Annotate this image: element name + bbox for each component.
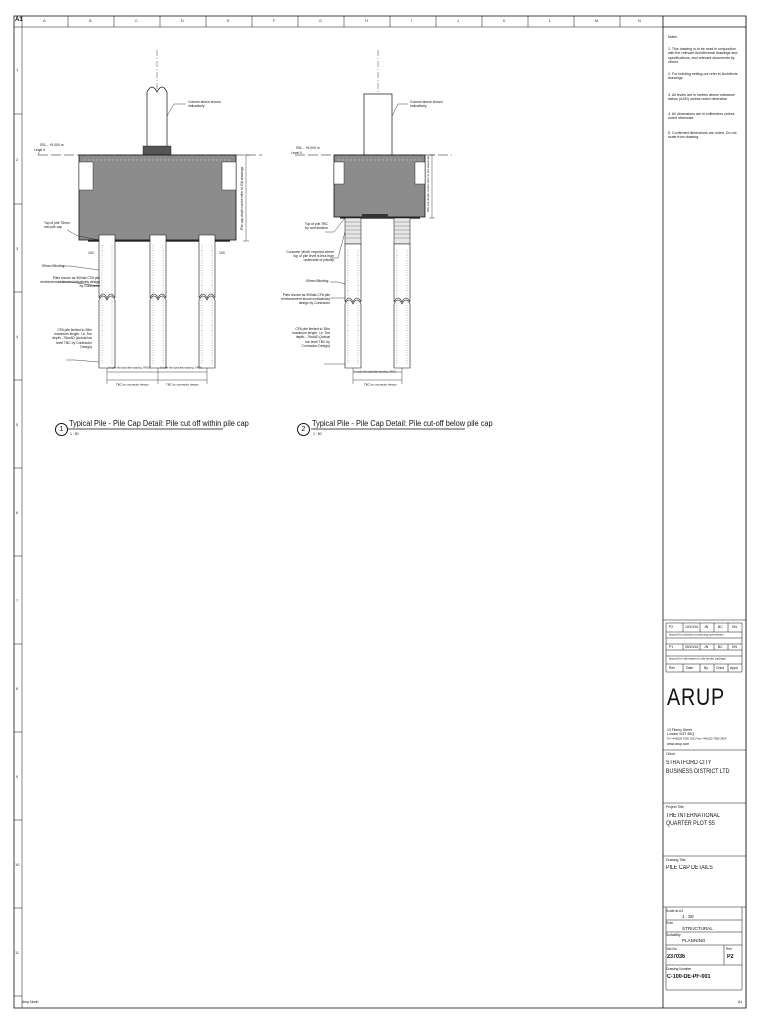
rev-row-1-by: JN: [704, 625, 709, 629]
detail-2-pile-cap: [334, 155, 425, 217]
rev-row-2-rev: P1: [669, 645, 674, 649]
job-number: 237036: [667, 954, 686, 960]
drawing-title-label: Drawing Title: [666, 858, 686, 862]
note-2: 2. For building setting-out refer to Architects drawings.: [668, 72, 738, 81]
col-label-b: B: [89, 18, 92, 23]
note-3: 3. All levels are in metres above ordnance datum (AOD) unless noted otherwise.: [668, 93, 735, 102]
note-1: 1. This drawing is to be read in conjunction with the relevant Architectural drawings and specifications, and relevant documents by others.: [668, 47, 738, 65]
client-label: Client: [666, 752, 675, 756]
col-label-c: C: [135, 18, 138, 23]
rev-row-2-appd: DN: [732, 645, 737, 649]
arup-logo: ARUP: [667, 684, 725, 711]
detail-2-column-label: Column above shown indicatively: [410, 100, 443, 109]
detail-2-level-value: SSL - +5.000 m: [296, 146, 320, 150]
detail-1-depth-label: Pile cap depth varies refer to GA drawings: [240, 166, 244, 230]
drawing-number: C-100-DE-PF-001: [667, 974, 711, 980]
detail-1-pile-label: Piles shown as 900dia CFA pile reinforcement shown indicatively design by Contractor: [40, 276, 100, 289]
project-label: Project Title: [666, 805, 684, 809]
detail-2-column: [364, 94, 392, 156]
role-label: Role: [666, 921, 673, 925]
row-label-2: 2: [16, 157, 19, 162]
detail-2-title: Typical Pile - Pile Cap Detail: Pile cut-off below pile cap: [312, 418, 493, 428]
col-label-f: F: [273, 18, 276, 23]
footer-left: Arup North: [22, 1000, 39, 1004]
office-address: 13 Fitzroy Street London W1T 4BQ: [667, 728, 695, 737]
detail-2-concrete-label: Concrete 'plinth' required where top of pile level is less than underside of pilecap: [286, 250, 334, 263]
rev-row-2-desc: Issued for information to pile tender package: [669, 657, 726, 661]
col-label-a: A: [43, 18, 46, 23]
col-label-g: G: [319, 18, 323, 23]
detail-2-level-name: Level 0: [291, 151, 302, 155]
project-title: THE INTERNATIONAL QUARTER PLOT S5: [666, 813, 720, 827]
rev-row-1-chkd: BC: [718, 625, 723, 629]
rev-row-2-chkd: BC: [718, 645, 723, 649]
col-label-n: N: [638, 18, 641, 23]
detail-1-scale: 1 : 50: [70, 432, 79, 436]
note-5: 5. Confirmed dimensions are noted. Do not scale from drawing.: [668, 131, 737, 140]
detail-1-column: [147, 87, 167, 148]
notes-heading: Notes: [668, 35, 677, 39]
detail-2-tbc: TBC by contractor design: [364, 383, 397, 387]
role-value: STRUCTURAL: [682, 926, 713, 931]
detail-1-spacing-b: 3 x pile dia (typically spacing, UNO): [160, 366, 202, 370]
status-label: Suitability: [666, 933, 681, 937]
detail-1-spacing-a: 3 x pile dia (typically spacing, UNO): [108, 366, 150, 370]
col-label-m: M: [595, 18, 599, 23]
drawing-number-label: Drawing Number: [666, 967, 692, 971]
scale-value: 1 : 50: [682, 914, 694, 919]
rev-header-by: By: [704, 666, 708, 670]
col-label-d: D: [181, 18, 184, 23]
rev-header-appd: Appd: [730, 666, 738, 670]
sheet-size-tag: A1: [15, 17, 23, 23]
rev-row-2-date: 05/10/16: [685, 645, 699, 649]
detail-2-piles: [345, 244, 410, 368]
detail-1-drawing: [38, 50, 262, 429]
row-label-8: 8: [16, 686, 19, 691]
rev-row-1-desc: Issued for inclusion in planning submission: [669, 633, 724, 637]
detail-2-scale: 1 : 50: [313, 432, 322, 436]
col-label-j: J: [457, 18, 459, 23]
rev-header-rev: Rev: [669, 666, 676, 670]
rev-value: P2: [727, 954, 734, 960]
office-web: www.arup.com: [667, 742, 690, 746]
detail-1-tbc-b: TBC by contractor design: [166, 383, 199, 387]
note-4: 4. All dimensions are in millimetres unless noted otherwise.: [668, 112, 735, 121]
row-label-6: 6: [16, 510, 19, 515]
detail-1-column-label: Column above shown indicatively: [188, 100, 221, 109]
rev-row-2-by: JN: [704, 645, 709, 649]
row-label-1: 1: [16, 67, 19, 72]
office-phone: Tel +44(0)20 7636 1531 Fax +44(0)20 7580 3924: [667, 737, 727, 741]
row-label-11: 11: [15, 950, 20, 955]
col-label-i: I: [411, 18, 413, 23]
detail-2-pile-label: Piles shown as 900dia CFA pile reinforcement shown indicatively design by Contractor: [281, 293, 330, 306]
col-label-h: H: [365, 18, 368, 23]
detail-2-blinding-label: 50mm Blinding: [306, 279, 329, 283]
drawing-title: PILE CAP DETAILS: [666, 865, 713, 871]
rev-row-1-appd: DN: [732, 625, 737, 629]
detail-1-number: 1: [55, 423, 68, 436]
detail-2-spacing: 3 x pile dia (typically spacing, UNO): [354, 370, 396, 374]
detail-2-top-of-pile-label: Top of pile TBC by construction: [304, 222, 328, 231]
detail-1-pile-cap: [79, 155, 236, 240]
detail-1-dim-100-right: 100: [219, 251, 225, 255]
col-label-k: K: [503, 18, 506, 23]
rev-header-date: Date: [686, 666, 694, 670]
detail-2-depth-label: Pile cap depth varies refer to GA drawings: [426, 155, 430, 212]
row-label-9: 9: [16, 774, 19, 779]
detail-1-tbc-a: TBC by contractor design: [116, 383, 149, 387]
row-label-7: 7: [16, 598, 19, 603]
row-label-10: 10: [15, 862, 20, 867]
footer-right: A1: [738, 1000, 743, 1004]
rev-row-1-rev: P2: [669, 625, 674, 629]
detail-1-piles: [99, 235, 215, 368]
detail-1-cfa-label: CFA pile limited to 28m maximum length. I.e. Toe depth: -76mAD (Actual toe level TBC by Contractor Design): [52, 328, 92, 349]
rev-row-1-date: 10/10/16: [685, 625, 699, 629]
detail-1-top-of-pile-label: Top of pile 75mm into pile cap: [44, 221, 70, 230]
col-label-l: L: [549, 18, 552, 23]
detail-1-blinding-label: 50mm Blinding: [42, 264, 65, 268]
column-grid-ticks: [68, 16, 620, 27]
detail-2-cfa-label: CFA pile limited to 28m maximum length. I.e. Toe depth: -76mAD (Actual toe level TBC by Contractor Design): [292, 327, 330, 348]
rev-label: Rev: [726, 947, 733, 951]
rev-header-chkd: Chkd: [716, 666, 724, 670]
client-name: STRATFORD CITY BUSINESS DISTRICT LTD: [666, 760, 730, 775]
detail-1-level-value: SSL - +5.000 m: [40, 143, 64, 147]
col-label-e: E: [227, 18, 230, 23]
row-label-3: 3: [16, 246, 19, 251]
row-label-5: 5: [16, 422, 19, 427]
detail-2-number: 2: [297, 423, 310, 436]
row-label-4: 4: [16, 334, 19, 339]
detail-1-dim-100-left: 100: [88, 251, 94, 255]
detail-1-title: Typical Pile - Pile Cap Detail: Pile cut off within pile cap: [69, 418, 249, 428]
scale-label: Scale at A1: [666, 909, 684, 913]
job-label: Job No: [666, 947, 677, 951]
status-value: PLANNING: [682, 938, 706, 943]
detail-1-level-name: Level 0: [34, 148, 45, 152]
